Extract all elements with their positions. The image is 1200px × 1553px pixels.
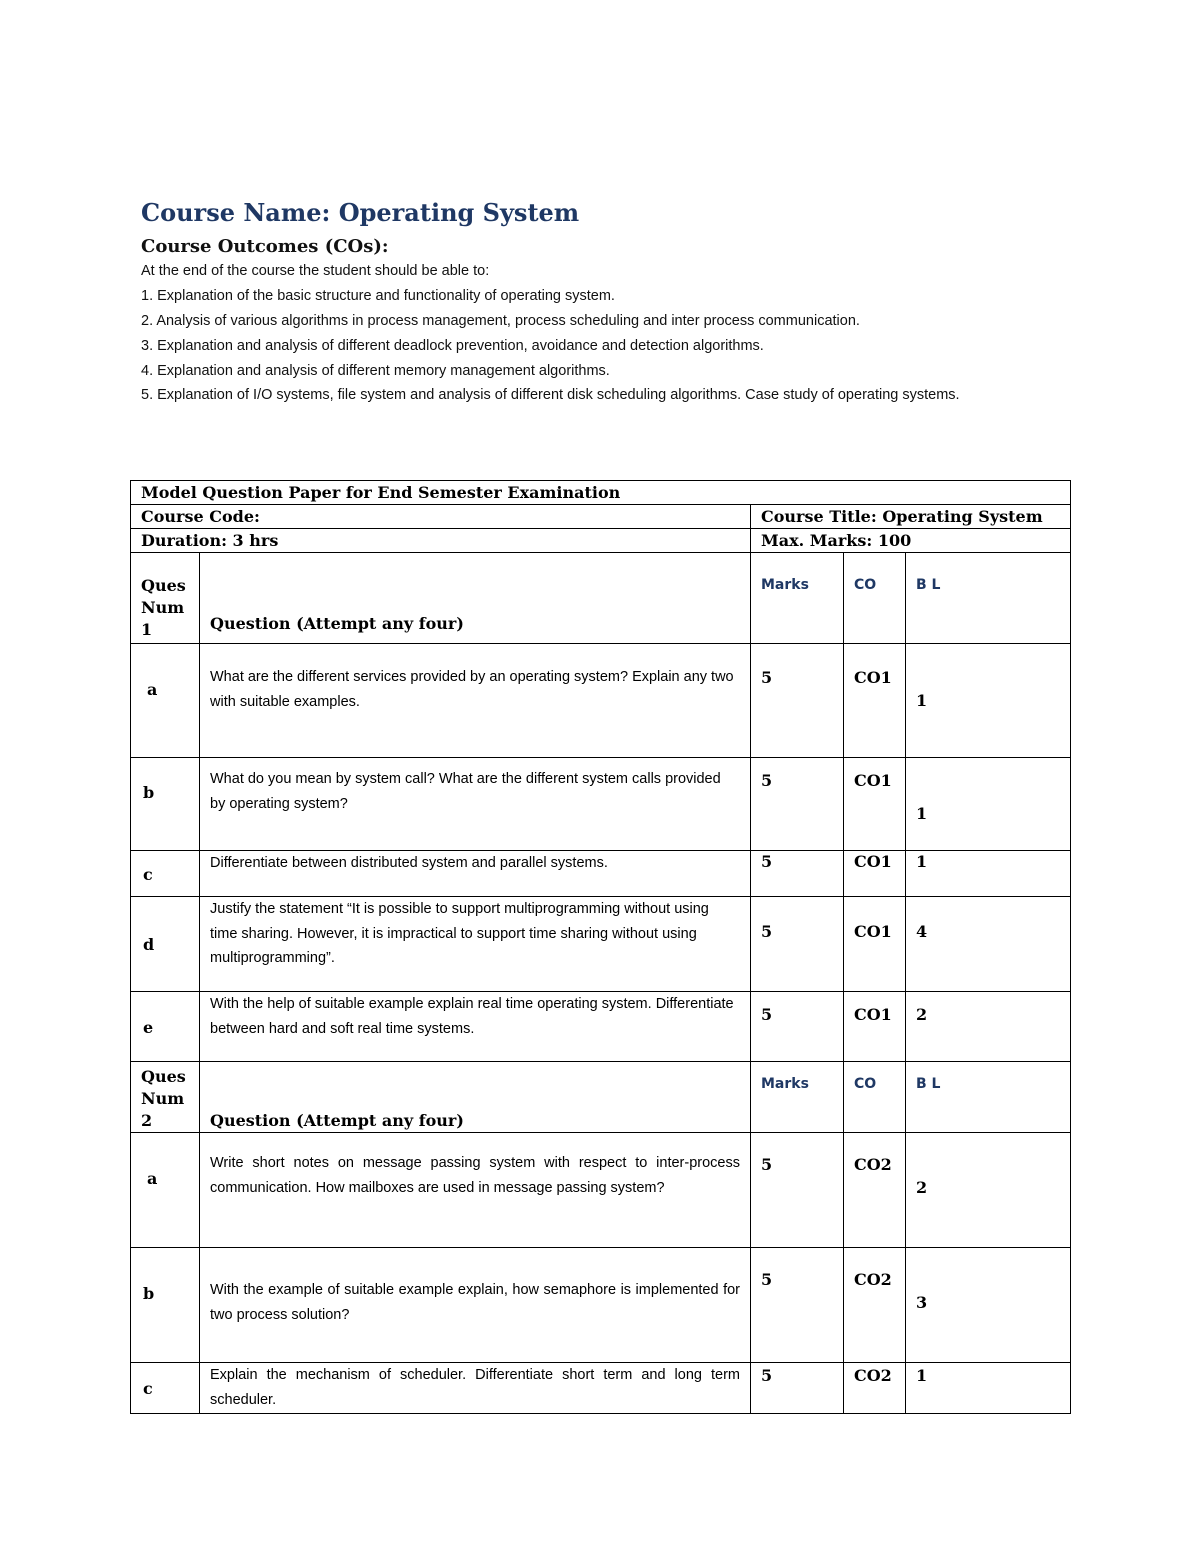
co-cell xyxy=(844,1363,906,1414)
marks-cell xyxy=(751,992,844,1062)
course-code: Course Code: xyxy=(131,505,751,529)
bl-value: 1 xyxy=(916,691,928,710)
bl-cell xyxy=(906,897,1071,992)
marks-cell xyxy=(751,758,844,851)
co-value: CO2 xyxy=(854,1366,892,1385)
question-text-cell xyxy=(200,1363,751,1414)
co-value: CO1 xyxy=(854,1005,892,1024)
marks-cell xyxy=(751,1363,844,1414)
marks-cell xyxy=(751,644,844,758)
question-number-cell xyxy=(131,1062,200,1133)
co-value: CO1 xyxy=(854,852,892,871)
question-number-line: 1 xyxy=(141,620,153,639)
table-row xyxy=(131,897,1071,992)
marks-value: 5 xyxy=(761,1366,773,1385)
question-text: Write short notes on message passing system with respect to inter-process communication. How mailboxes are used in message passing system? xyxy=(210,1155,740,1196)
bl-column-header: B L xyxy=(906,1062,1071,1133)
row-label-cell xyxy=(131,758,200,851)
co-cell xyxy=(844,851,906,897)
question-text: What do you mean by system call? What are the different system calls provided by operating system? xyxy=(210,771,721,812)
co-value: CO2 xyxy=(854,1155,892,1174)
outcomes-intro: At the end of the course the student should be able to: xyxy=(141,263,490,279)
bl-value: 4 xyxy=(916,922,928,941)
table-row xyxy=(131,1248,1071,1363)
marks-value: 5 xyxy=(761,668,773,687)
row-label: e xyxy=(143,1018,154,1037)
table-row xyxy=(131,1363,1071,1414)
bl-cell xyxy=(906,758,1071,851)
row-label-cell xyxy=(131,644,200,758)
bl-value: 1 xyxy=(916,804,928,823)
outcome-item: 5. Explanation of I/O systems, file system and analysis of different disk scheduling algorithms. Case study of operating systems. xyxy=(141,387,960,403)
row-label: a xyxy=(147,1169,158,1188)
question-number-line: 2 xyxy=(141,1111,153,1130)
table-row xyxy=(131,758,1071,851)
bl-value: 1 xyxy=(916,852,928,871)
co-column-header: CO xyxy=(844,553,906,644)
row-label: d xyxy=(143,935,155,954)
row-label-cell xyxy=(131,897,200,992)
question-number-line: Ques xyxy=(141,576,186,595)
bl-value: 1 xyxy=(916,1366,928,1385)
row-label: c xyxy=(143,865,153,884)
row-label: b xyxy=(143,783,155,802)
marks-cell xyxy=(751,1133,844,1248)
co-cell xyxy=(844,992,906,1062)
marks-value: 5 xyxy=(761,1155,773,1174)
bl-cell xyxy=(906,992,1071,1062)
row-label-cell xyxy=(131,1133,200,1248)
bl-cell xyxy=(906,851,1071,897)
table-row xyxy=(131,1133,1071,1248)
table-row xyxy=(131,992,1071,1062)
co-cell xyxy=(844,644,906,758)
table-row xyxy=(131,644,1071,758)
outcome-item: 1. Explanation of the basic structure and functionality of operating system. xyxy=(141,288,615,304)
question-number-line: Num xyxy=(141,598,185,617)
question-text-cell xyxy=(200,1133,751,1248)
bl-cell xyxy=(906,1133,1071,1248)
question-text-cell xyxy=(200,1248,751,1363)
co-value: CO1 xyxy=(854,771,892,790)
question-title-cell xyxy=(200,1062,751,1133)
marks-value: 5 xyxy=(761,1270,773,1289)
bl-value: 2 xyxy=(916,1005,928,1024)
question-text-cell xyxy=(200,897,751,992)
question-text: Explain the mechanism of scheduler. Differentiate short term and long term scheduler. xyxy=(210,1367,740,1408)
outcome-item: 3. Explanation and analysis of different deadlock prevention, avoidance and detection algorithms. xyxy=(141,338,764,354)
co-value: CO2 xyxy=(854,1270,892,1289)
co-value: CO1 xyxy=(854,668,892,687)
co-cell xyxy=(844,758,906,851)
marks-value: 5 xyxy=(761,1005,773,1024)
paper-title: Model Question Paper for End Semester Examination xyxy=(131,481,1071,505)
bl-column-header: B L xyxy=(906,553,1071,644)
co-cell xyxy=(844,897,906,992)
bl-value: 2 xyxy=(916,1178,928,1197)
question-number-cell xyxy=(131,553,200,644)
row-label-cell xyxy=(131,1248,200,1363)
question-text: Justify the statement “It is possible to support multiprogramming without using time sharing. However, it is impractical to support time sharing without using multiprogramming”. xyxy=(210,901,709,966)
marks-value: 5 xyxy=(761,771,773,790)
question-title-cell xyxy=(200,553,751,644)
max-marks: Max. Marks: 100 xyxy=(751,529,1071,553)
question-text-cell xyxy=(200,851,751,897)
marks-column-header: Marks xyxy=(751,1062,844,1133)
row-label: c xyxy=(143,1379,153,1398)
marks-column-header: Marks xyxy=(751,553,844,644)
marks-cell xyxy=(751,1248,844,1363)
bl-cell xyxy=(906,1248,1071,1363)
course-name-heading: Course Name: Operating System xyxy=(141,198,580,227)
row-label: b xyxy=(143,1284,155,1303)
question-text: With the example of suitable example explain, how semaphore is implemented for two process solution? xyxy=(210,1282,740,1323)
bl-cell xyxy=(906,1363,1071,1414)
bl-cell xyxy=(906,644,1071,758)
duration: Duration: 3 hrs xyxy=(131,529,751,553)
marks-cell xyxy=(751,897,844,992)
marks-value: 5 xyxy=(761,922,773,941)
question-text-cell xyxy=(200,758,751,851)
question-text: With the help of suitable example explain real time operating system. Differentiate between hard and soft real time systems. xyxy=(210,996,734,1037)
question-number-line: Num xyxy=(141,1089,185,1108)
co-cell xyxy=(844,1133,906,1248)
question-number-line: Ques xyxy=(141,1067,186,1086)
co-column-header: CO xyxy=(844,1062,906,1133)
marks-cell xyxy=(751,851,844,897)
course-outcomes-heading: Course Outcomes (COs): xyxy=(141,236,389,257)
question-title: Question (Attempt any four) xyxy=(210,614,464,633)
co-value: CO1 xyxy=(854,922,892,941)
row-label-cell xyxy=(131,851,200,897)
question-text: What are the different services provided by an operating system? Explain any two with suitable examples. xyxy=(210,669,734,710)
row-label: a xyxy=(147,680,158,699)
bl-value: 3 xyxy=(916,1293,928,1312)
row-label-cell xyxy=(131,992,200,1062)
question-title: Question (Attempt any four) xyxy=(210,1111,464,1130)
course-title: Course Title: Operating System xyxy=(751,505,1071,529)
question-text-cell xyxy=(200,992,751,1062)
co-cell xyxy=(844,1248,906,1363)
outcome-item: 4. Explanation and analysis of different memory management algorithms. xyxy=(141,363,610,379)
table-row xyxy=(131,851,1071,897)
question-text-cell xyxy=(200,644,751,758)
question-paper-table xyxy=(130,480,1071,1414)
row-label-cell xyxy=(131,1363,200,1414)
outcome-item: 2. Analysis of various algorithms in process management, process scheduling and inter process communication. xyxy=(141,313,860,329)
question-text: Differentiate between distributed system and parallel systems. xyxy=(210,855,608,871)
marks-value: 5 xyxy=(761,852,773,871)
